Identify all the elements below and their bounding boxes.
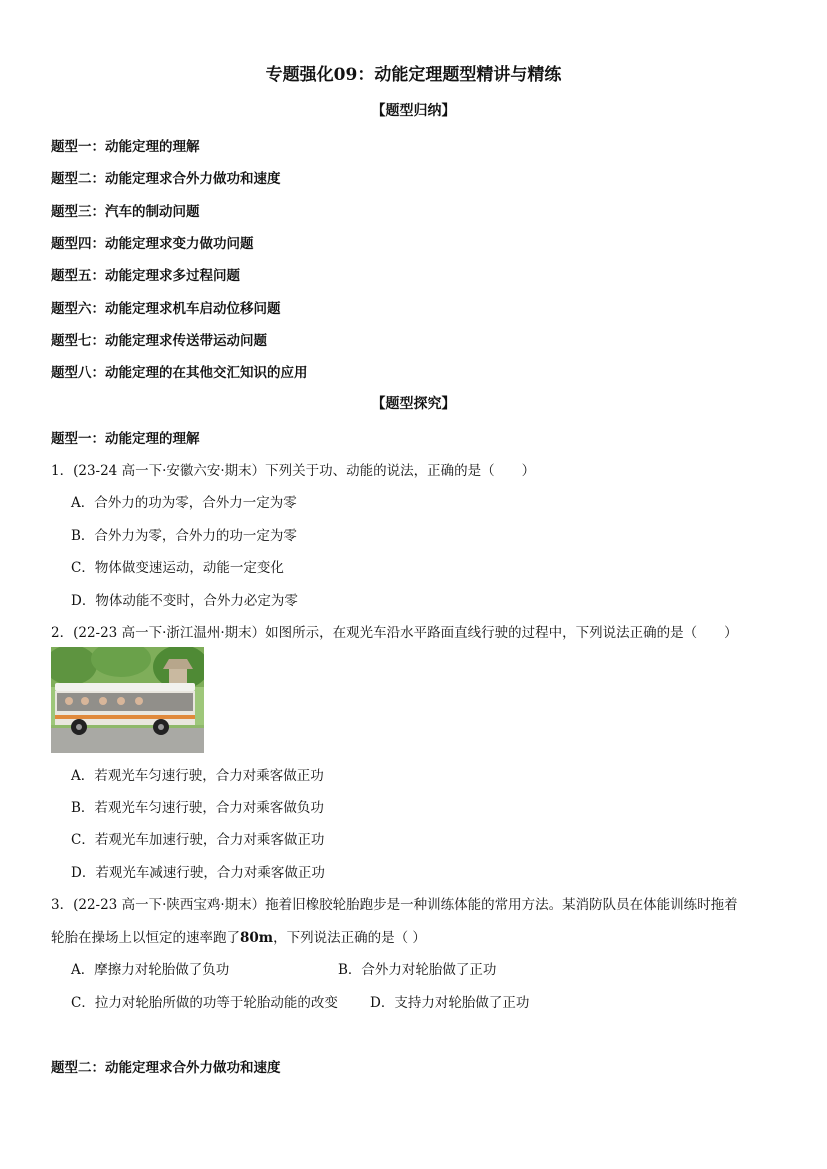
summary-item: 题型一：动能定理的理解 (51, 139, 200, 155)
sightseeing-car-photo (51, 647, 204, 753)
summary-heading: 【题型归纳】 (371, 103, 456, 119)
page-title: 专题强化09：动能定理题型精讲与精练 (265, 65, 562, 85)
explore-heading: 【题型探究】 (371, 396, 456, 412)
summary-item: 题型六：动能定理求机车启动位移问题 (51, 301, 281, 317)
summary-item: 题型七：动能定理求传送带运动问题 (51, 333, 267, 349)
question-3-option-b: B．合外力对轮胎做了正功 (338, 962, 497, 978)
question-1-option-d: D．物体动能不变时，合外力必定为零 (71, 593, 298, 609)
stem-text: 轮胎在操场上以恒定的速率跑了 (51, 930, 240, 946)
section-heading-2: 题型二：动能定理求合外力做功和速度 (51, 1060, 281, 1076)
question-2-option-d: D．若观光车减速行驶，合力对乘客做正功 (71, 865, 325, 881)
question-3-option-c: C．拉力对轮胎所做的功等于轮胎动能的改变 (71, 995, 338, 1011)
section-heading-1: 题型一：动能定理的理解 (51, 431, 200, 447)
summary-item: 题型五：动能定理求多过程问题 (51, 268, 240, 284)
summary-item: 题型八：动能定理的在其他交汇知识的应用 (51, 365, 308, 381)
question-3-option-a: A．摩擦力对轮胎做了负功 (71, 962, 230, 978)
summary-item: 题型二：动能定理求合外力做功和速度 (51, 171, 281, 187)
question-1-option-b: B．合外力为零，合外力的功一定为零 (71, 528, 297, 544)
question-2-option-a: A．若观光车匀速行驶，合力对乘客做正功 (71, 768, 324, 784)
distance-value: 80m (240, 930, 274, 946)
question-3-option-d: D．支持力对轮胎做了正功 (370, 995, 530, 1011)
summary-item: 题型四：动能定理求变力做功问题 (51, 236, 254, 252)
question-1-stem: 1．(23-24 高一下·安徽六安·期末）下列关于功、动能的说法，正确的是（ ） (51, 463, 536, 479)
summary-item: 题型三：汽车的制动问题 (51, 204, 200, 220)
question-1-option-a: A．合外力的功为零，合外力一定为零 (71, 495, 297, 511)
question-2-option-c: C．若观光车加速行驶，合力对乘客做正功 (71, 832, 325, 848)
question-3-stem-line1: 3．(22-23 高一下·陕西宝鸡·期末）拖着旧橡胶轮胎跑步是一种训练体能的常用方法。某消防队员在体能训练时拖着 (51, 897, 738, 913)
question-1-option-c: C．物体做变速运动，动能一定变化 (71, 560, 284, 576)
stem-text: ，下列说法正确的是（ ） (273, 930, 426, 946)
question-2-stem: 2．(22-23 高一下·浙江温州·期末）如图所示，在观光车沿水平路面直线行驶的过程中，下列说法正确的是（ ） (51, 625, 738, 641)
question-3-stem-line2 (51, 926, 426, 946)
question-2-option-b: B．若观光车匀速行驶，合力对乘客做负功 (71, 800, 324, 816)
